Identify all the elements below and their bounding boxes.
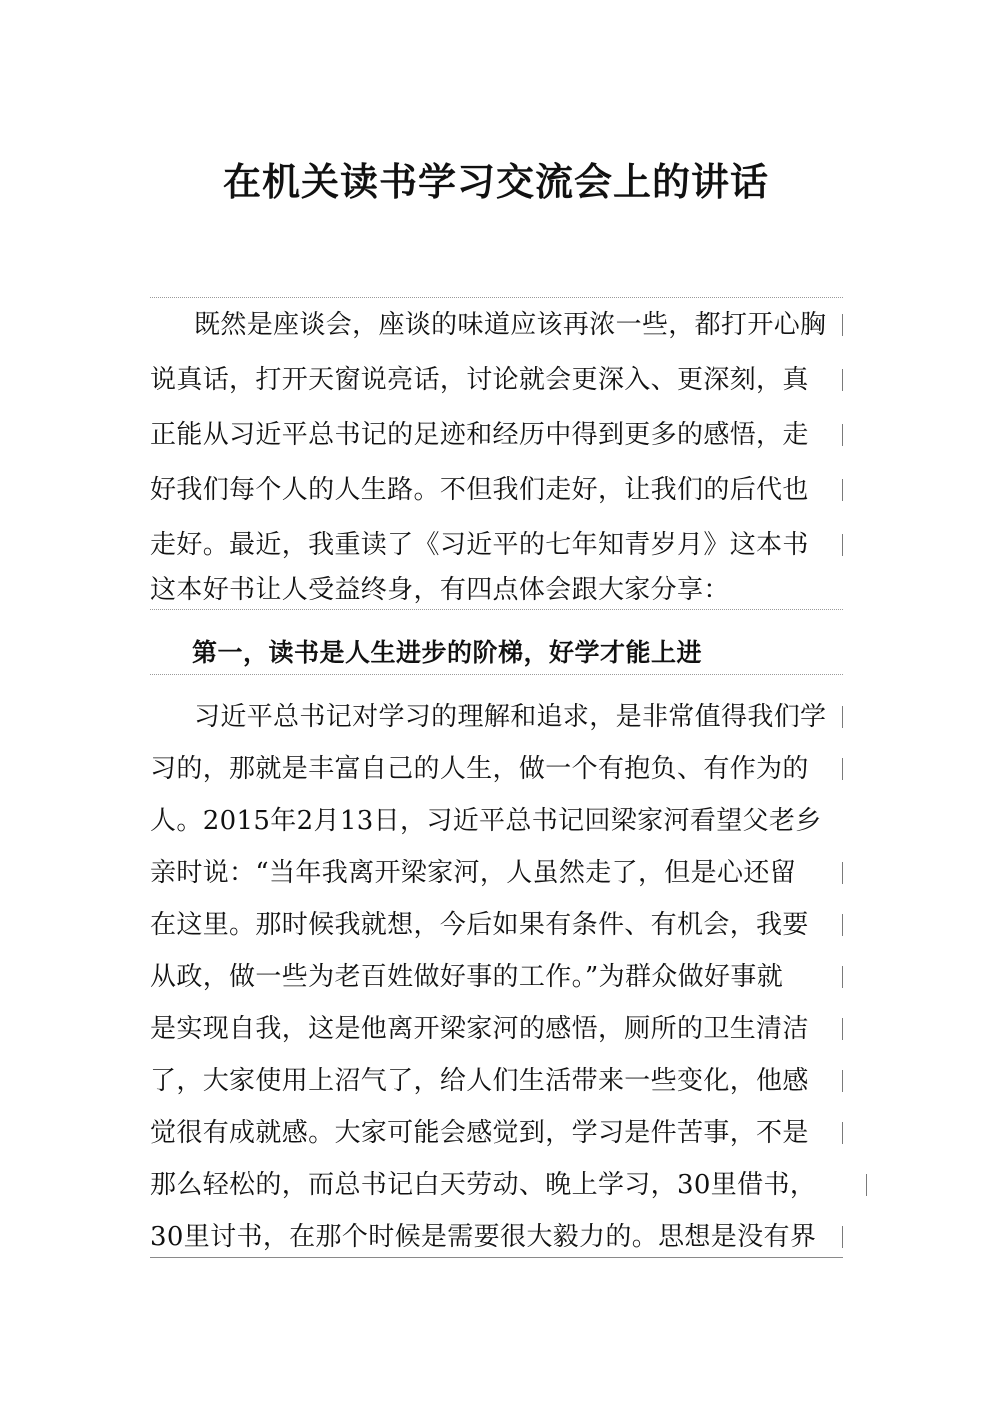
line-end-marker bbox=[842, 706, 843, 728]
paragraph-line: 30里讨书，在那个时候是需要很大毅力的。思想是没有界 bbox=[150, 1222, 817, 1252]
paragraph-line: 人。2015年2月13日，习近平总书记回梁家河看望父老乡 bbox=[150, 806, 822, 836]
paragraph-line: 是实现自我，这是他离开梁家河的感悟，厕所的卫生清洁 bbox=[150, 1014, 809, 1044]
heading-bottom-rule bbox=[150, 674, 843, 675]
line-end-marker bbox=[842, 758, 843, 780]
line-end-marker bbox=[842, 479, 843, 501]
line-end-marker bbox=[842, 1018, 843, 1040]
line-end-marker bbox=[842, 314, 843, 336]
line-end-marker bbox=[842, 914, 843, 936]
paragraph-line: 说真话，打开天窗说亮话，讨论就会更深入、更深刻，真 bbox=[150, 365, 809, 395]
paragraph-line: 正能从习近平总书记的足迹和经历中得到更多的感悟，走 bbox=[150, 420, 809, 450]
line-end-marker bbox=[842, 1226, 843, 1248]
line-end-marker bbox=[842, 1122, 843, 1144]
paragraph-line: 既然是座谈会，座谈的味道应该再浓一些，都打开心胸 bbox=[194, 310, 827, 340]
paragraph-line: 那么轻松的，而总书记白天劳动、晚上学习，30里借书， bbox=[150, 1170, 817, 1200]
paragraph-line: 走好。最近，我重读了《习近平的七年知青岁月》这本书 bbox=[150, 530, 809, 560]
paragraph-line: 觉很有成就感。大家可能会感觉到，学习是件苦事，不是 bbox=[150, 1118, 809, 1148]
line-end-marker bbox=[842, 1070, 843, 1092]
paragraph-line: 习的，那就是丰富自己的人生，做一个有抱负、有作为的 bbox=[150, 754, 809, 784]
paragraph-line: 好我们每个人的人生路。不但我们走好，让我们的后代也 bbox=[150, 475, 809, 505]
line-end-marker bbox=[842, 966, 843, 988]
paragraph-line: 亲时说：“当年我离开梁家河，人虽然走了，但是心还留 bbox=[150, 858, 797, 888]
paragraph-line: 了，大家使用上沼气了，给人们生活带来一些变化，他感 bbox=[150, 1066, 809, 1096]
document-title: 在机关读书学习交流会上的讲话 bbox=[222, 159, 769, 204]
line-end-marker bbox=[842, 862, 843, 884]
section-heading: 第一，读书是人生进步的阶梯，好学才能上进 bbox=[192, 638, 703, 667]
line-end-marker bbox=[842, 424, 843, 446]
page-bottom-rule bbox=[150, 1257, 843, 1258]
paragraph-bottom-rule bbox=[150, 609, 843, 610]
paragraph-line: 这本好书让人受益终身，有四点体会跟大家分享： bbox=[150, 575, 730, 605]
line-end-marker bbox=[842, 369, 843, 391]
paragraph-line: 从政，做一些为老百姓做好事的工作。”为群众做好事就 bbox=[150, 962, 784, 992]
line-end-marker bbox=[842, 534, 843, 556]
paragraph-line: 习近平总书记对学习的理解和追求，是非常值得我们学 bbox=[194, 702, 827, 732]
paragraph-line: 在这里。那时候我就想，今后如果有条件、有机会，我要 bbox=[150, 910, 809, 940]
line-end-marker bbox=[866, 1174, 867, 1196]
